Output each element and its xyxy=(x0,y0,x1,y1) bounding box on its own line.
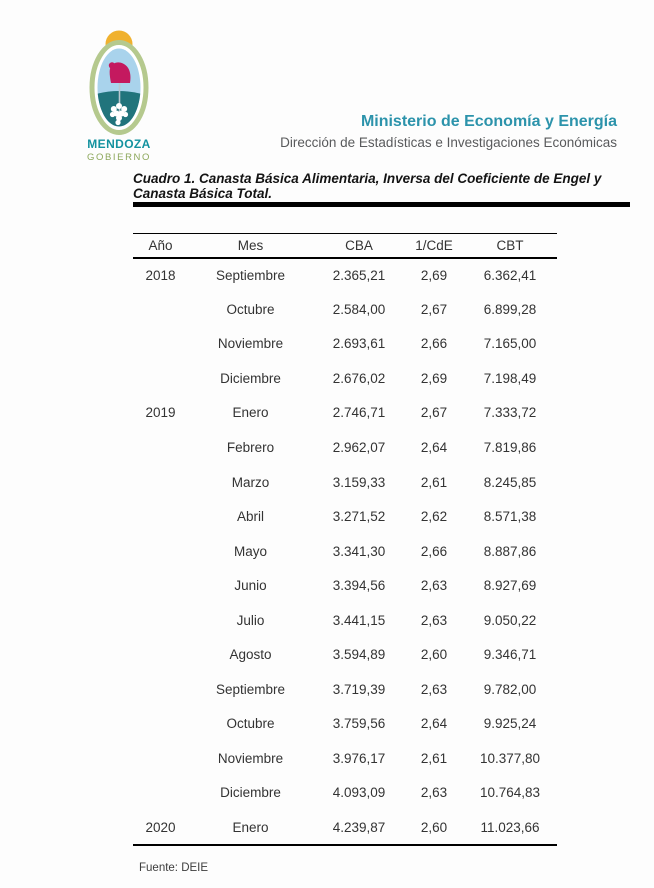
cell-cbt: 8.571,38 xyxy=(483,509,537,525)
cell-mes: Octubre xyxy=(226,301,275,317)
table-row xyxy=(133,465,557,500)
cell-cbt: 6.899,28 xyxy=(483,301,537,317)
table-body xyxy=(133,258,557,845)
cell-cbt: 8.887,86 xyxy=(483,543,537,559)
logo-name: MENDOZA xyxy=(87,137,151,151)
column-header-mes: Mes xyxy=(237,237,264,253)
cell-anio: 2018 xyxy=(145,267,176,283)
column-header-anio: Año xyxy=(148,237,173,253)
cell-cde: 2,69 xyxy=(420,370,448,386)
cell-mes: Junio xyxy=(234,578,267,594)
cell-cba: 3.271,52 xyxy=(332,509,386,525)
cell-mes: Noviembre xyxy=(217,336,284,352)
cell-cde: 2,67 xyxy=(420,405,448,421)
cell-cba: 2.962,07 xyxy=(332,440,386,455)
cell-anio xyxy=(133,603,188,638)
table-row xyxy=(133,672,557,707)
cell-cde: 2,69 xyxy=(420,267,448,283)
cell-cba: 3.159,33 xyxy=(332,474,386,490)
table-row xyxy=(133,568,557,603)
table-row xyxy=(133,327,557,362)
cell-mes: Diciembre xyxy=(220,785,281,801)
cell-cde: 2,63 xyxy=(420,612,448,628)
cell-cbt: 7.819,86 xyxy=(483,440,537,455)
cell-cbt: 9.925,24 xyxy=(483,716,537,732)
cell-cbt: 7.165,00 xyxy=(483,336,537,352)
cell-anio xyxy=(133,534,188,569)
cell-cde: 2,60 xyxy=(420,819,448,835)
column-header-cde: 1/CdE xyxy=(415,237,453,253)
column-header-cba: CBA xyxy=(345,237,373,253)
cell-cde: 2,62 xyxy=(420,509,448,525)
table-row xyxy=(133,638,557,673)
cell-cbt: 8.245,85 xyxy=(483,474,537,490)
cell-cbt: 6.362,41 xyxy=(483,267,537,283)
table-row xyxy=(133,361,557,396)
cell-cba: 2.365,21 xyxy=(332,267,386,283)
cell-mes: Abril xyxy=(236,509,264,525)
table-title-line2: Canasta Básica Total. xyxy=(133,186,273,201)
cell-anio xyxy=(133,430,188,465)
cell-cba: 2.693,61 xyxy=(332,336,386,352)
cell-cde: 2,63 xyxy=(420,578,448,594)
cell-cde: 2,66 xyxy=(420,336,448,352)
cell-cde: 2,64 xyxy=(420,440,448,455)
logo-subname: GOBIERNO xyxy=(86,152,151,163)
column-header-cbt: CBT xyxy=(496,237,524,253)
cell-cde: 2,64 xyxy=(420,716,448,732)
table-row xyxy=(133,258,557,293)
cell-cbt: 8.927,69 xyxy=(483,578,537,594)
cell-anio xyxy=(133,776,188,811)
cell-mes: Enero xyxy=(232,405,269,421)
table-row xyxy=(133,741,557,776)
table-row xyxy=(133,292,557,327)
table-row xyxy=(133,776,557,811)
cell-cbt: 10.764,83 xyxy=(479,785,541,801)
cell-cba: 3.394,56 xyxy=(332,578,386,594)
cell-cbt: 9.050,22 xyxy=(483,612,537,628)
table-row xyxy=(133,499,557,534)
cell-cde: 2,61 xyxy=(420,474,448,490)
cell-cba: 3.759,56 xyxy=(332,716,386,732)
mendoza-emblem-icon xyxy=(82,26,156,136)
cell-anio xyxy=(133,499,188,534)
cell-cde: 2,63 xyxy=(420,785,448,801)
cell-cba: 3.594,89 xyxy=(332,647,386,663)
table-row xyxy=(133,810,557,845)
cell-cba: 2.676,02 xyxy=(332,370,386,386)
cell-cba: 3.341,30 xyxy=(332,543,386,559)
cell-mes: Noviembre xyxy=(217,750,284,766)
basket-data-table xyxy=(133,233,557,846)
cell-mes: Octubre xyxy=(226,716,275,732)
cell-cbt: 7.198,49 xyxy=(483,370,537,386)
cell-mes: Febrero xyxy=(226,440,275,455)
cell-mes: Diciembre xyxy=(220,370,281,386)
table-row xyxy=(133,707,557,742)
cell-mes: Mayo xyxy=(233,543,267,559)
cell-anio xyxy=(133,638,188,673)
cell-cbt: 7.333,72 xyxy=(483,405,537,421)
cell-cde: 2,67 xyxy=(420,301,448,317)
table-row xyxy=(133,603,557,638)
cell-cde: 2,61 xyxy=(420,750,448,766)
cell-cde: 2,66 xyxy=(420,543,448,559)
cell-mes: Septiembre xyxy=(215,267,286,283)
table-row xyxy=(133,534,557,569)
department-subtitle: Dirección de Estadísticas e Investigaciones Económicas xyxy=(280,135,617,150)
cell-cba: 2.746,71 xyxy=(332,405,386,421)
cell-anio xyxy=(133,672,188,707)
table-title xyxy=(133,171,630,201)
cell-mes: Septiembre xyxy=(215,681,286,697)
cell-anio xyxy=(133,568,188,603)
table-header-row xyxy=(133,234,557,258)
mendoza-logo xyxy=(80,26,158,163)
table-title-line1: Cuadro 1. Canasta Básica Alimentaria, Inversa del Coeficiente de Engel y xyxy=(133,171,602,186)
cell-mes: Julio xyxy=(236,612,265,628)
cell-mes: Enero xyxy=(232,819,269,835)
cell-anio xyxy=(133,741,188,776)
cell-cde: 2,60 xyxy=(420,647,448,663)
cell-anio: 2020 xyxy=(145,819,176,835)
source-note: Fuente: DEIE xyxy=(139,862,209,874)
cell-mes: Marzo xyxy=(231,474,270,490)
cell-cba: 2.584,00 xyxy=(332,301,386,317)
cell-cbt: 9.782,00 xyxy=(483,681,537,697)
ministry-title: Ministerio de Economía y Energía xyxy=(360,113,617,130)
cell-anio: 2019 xyxy=(145,405,176,421)
cell-cba: 3.441,15 xyxy=(332,612,386,628)
letterhead xyxy=(280,113,617,150)
cell-anio xyxy=(133,361,188,396)
table-row xyxy=(133,396,557,431)
cell-cba: 3.719,39 xyxy=(332,681,386,697)
cell-anio xyxy=(133,292,188,327)
cell-cde: 2,63 xyxy=(420,681,448,697)
cell-anio xyxy=(133,465,188,500)
cell-cba: 3.976,17 xyxy=(332,750,386,766)
cell-anio xyxy=(133,327,188,362)
cell-cbt: 10.377,80 xyxy=(479,750,541,766)
cell-anio xyxy=(133,707,188,742)
cell-cba: 4.239,87 xyxy=(332,819,386,835)
table-row xyxy=(133,430,557,465)
cell-cba: 4.093,09 xyxy=(332,785,386,801)
cell-cbt: 9.346,71 xyxy=(483,647,537,663)
title-divider xyxy=(133,202,630,207)
cell-mes: Agosto xyxy=(229,647,272,663)
cell-cbt: 11.023,66 xyxy=(480,819,540,835)
